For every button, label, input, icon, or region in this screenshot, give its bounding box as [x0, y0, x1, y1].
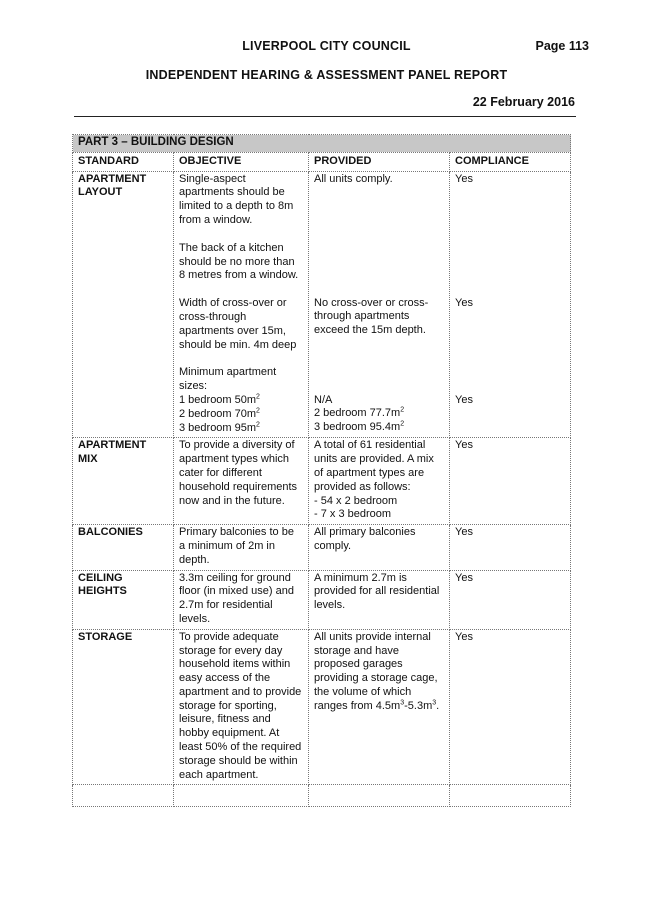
- table-row: [73, 570, 571, 629]
- column-header-standard: STANDARD: [73, 152, 174, 171]
- page-number: Page 113: [535, 39, 589, 53]
- column-header-objective: OBJECTIVE: [174, 152, 309, 171]
- compliance-cell: Yes: [450, 525, 571, 570]
- standard-cell: BALCONIES: [73, 525, 174, 570]
- compliance-cell: Yes: [450, 570, 571, 629]
- objective-paragraph: [179, 366, 303, 435]
- provided-cell: All primary balconies comply.: [309, 525, 450, 570]
- objective-cell: To provide adequate storage for every day household items within easy access of the apartment and to provide storage for sporting, leisure, fitness and hobby equipment. At least 50% of the required storage should be within each apartment.: [174, 629, 309, 785]
- table-row-empty: [73, 785, 571, 807]
- section-title: PART 3 – BUILDING DESIGN: [73, 135, 571, 153]
- provided-paragraph: A total of 61 residential units are provided. A mix of apartment types are provided as follows:: [314, 439, 434, 493]
- objective-line: 2 bedroom $70m^2$: [179, 407, 260, 420]
- compliance-cell: Yes: [450, 438, 571, 525]
- objective-cell: To provide a diversity of apartment types which cater for different household requirements now and in the future.: [174, 438, 309, 525]
- table-row: [73, 525, 571, 570]
- table-row: [73, 629, 571, 785]
- building-design-table: [72, 134, 571, 807]
- objective-cell: Primary balconies to be a minimum of 2m in depth.: [174, 525, 309, 570]
- provided-line: - 7 x 3 bedroom: [314, 508, 392, 521]
- provided-paragraph: No cross-over or cross-through apartments exceed the 15m depth.: [314, 296, 429, 337]
- column-header-provided: PROVIDED: [309, 152, 450, 171]
- provided-line: N/A: [314, 393, 333, 406]
- objective-line: 3 bedroom $95m^2$: [179, 420, 260, 434]
- table-row: [73, 438, 571, 525]
- column-header-row: [73, 152, 571, 171]
- compliance-value: Yes: [455, 296, 473, 309]
- compliance-cell: Yes: [450, 629, 571, 785]
- report-title: INDEPENDENT HEARING & ASSESSMENT PANEL REPORT: [145, 68, 508, 82]
- provided-cell: [309, 438, 450, 525]
- objective-cell: 3.3m ceiling for ground floor (in mixed use) and 2.7m for residential levels.: [174, 570, 309, 629]
- objective-cell: [174, 171, 309, 438]
- compliance-cell: [450, 171, 571, 438]
- objective-paragraph: Single-aspect apartments should be limited to a depth to 8m from a window.: [179, 172, 294, 226]
- provided-line: - 54 x 2 bedroom: [314, 494, 398, 507]
- provided-cell: [309, 171, 450, 438]
- compliance-value: Yes: [455, 393, 473, 406]
- standard-cell: APARTMENT LAYOUT: [73, 171, 174, 438]
- standard-cell: STORAGE: [73, 629, 174, 785]
- objective-paragraph: Width of cross-over or cross-through apartments over 15m, should be min. 4m deep: [179, 297, 297, 351]
- table-row: [73, 171, 571, 438]
- objective-paragraph: The back of a kitchen should be no more than 8 metres from a window.: [179, 241, 299, 282]
- provided-paragraph: All units comply.: [314, 172, 393, 185]
- objective-line: Minimum apartment sizes:: [179, 366, 277, 393]
- provided-paragraph: [314, 394, 444, 435]
- provided-cell: All units provide internal storage and have proposed garages providing a storage cage, the volume of which ranges from $4.5m^3-5.3m^3$.: [309, 629, 450, 785]
- provided-line: 3 bedroom $95.4m^2$: [314, 420, 405, 434]
- standard-cell: APARTMENT MIX: [73, 438, 174, 525]
- column-header-compliance: COMPLIANCE: [450, 152, 571, 171]
- compliance-value: Yes: [455, 172, 473, 185]
- standard-cell: CEILING HEIGHTS: [73, 570, 174, 629]
- header-divider: [74, 116, 576, 117]
- provided-line: 2 bedroom $77.7m^2$: [314, 406, 405, 420]
- objective-line: 1 bedroom $50m^2$: [179, 393, 260, 406]
- report-date: 22 February 2016: [472, 95, 575, 109]
- council-name: LIVERPOOL CITY COUNCIL: [242, 39, 411, 53]
- provided-cell: A minimum 2.7m is provided for all residential levels.: [309, 570, 450, 629]
